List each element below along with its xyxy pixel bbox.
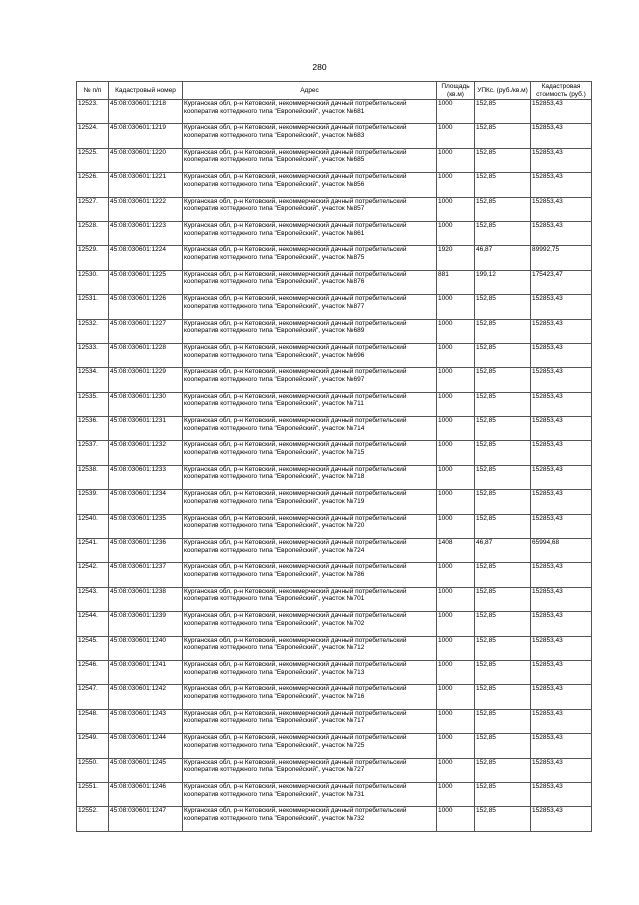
cell-area: 1000: [437, 124, 475, 148]
table-row: [77, 295, 592, 319]
cell-area: 1000: [437, 295, 475, 319]
cell-cadastral-number: 45:08:030601:1240: [109, 636, 183, 660]
cell-address: Курганская обл, р-н Кетовский, некоммерческий дачный потребительский кооператив коттеджного типа "Европейский", участок №717: [183, 709, 437, 733]
table-row: [77, 782, 592, 806]
header-address: Адрес: [183, 82, 437, 100]
cell-num: 12525.: [77, 148, 109, 172]
cell-num: 12543.: [77, 587, 109, 611]
cell-cadastral-number: 45:08:030601:1227: [109, 319, 183, 343]
table-row: [77, 368, 592, 392]
cell-address: Курганская обл, р-н Кетовский, некоммерческий дачный потребительский кооператив коттеджного типа "Европейский", участок №786: [183, 563, 437, 587]
cell-cadastral-cost: 152853,43: [531, 441, 592, 465]
cell-area: 1000: [437, 417, 475, 441]
cell-area: 1000: [437, 100, 475, 124]
cell-cadastral-cost: 152853,43: [531, 734, 592, 758]
cell-upks: 152,85: [475, 685, 531, 709]
table-row: [77, 319, 592, 343]
cell-cadastral-number: 45:08:030601:1243: [109, 709, 183, 733]
table-row: [77, 758, 592, 782]
cell-cadastral-number: 45:08:030601:1247: [109, 807, 183, 831]
cell-num: 12534.: [77, 368, 109, 392]
cell-address: Курганская обл, р-н Кетовский, некоммерческий дачный потребительский кооператив коттеджного типа "Европейский", участок №720: [183, 514, 437, 538]
cell-area: 1000: [437, 490, 475, 514]
cell-address: Курганская обл, р-н Кетовский, некоммерческий дачный потребительский кооператив коттеджного типа "Европейский", участок №861: [183, 221, 437, 245]
cell-cadastral-number: 45:08:030601:1233: [109, 465, 183, 489]
cell-cadastral-cost: 152853,43: [531, 782, 592, 806]
cell-area: 1000: [437, 221, 475, 245]
page-number: 280: [312, 62, 327, 72]
cell-area: 1000: [437, 636, 475, 660]
cell-cadastral-number: 45:08:030601:1238: [109, 587, 183, 611]
cell-upks: 152,85: [475, 514, 531, 538]
cell-num: 12537.: [77, 441, 109, 465]
cell-cadastral-cost: 152853,43: [531, 319, 592, 343]
cell-upks: 152,85: [475, 636, 531, 660]
header-cadastral-number: Кадастровый номер: [109, 82, 183, 100]
cell-num: 12540.: [77, 514, 109, 538]
table-row: [77, 270, 592, 294]
cell-num: 12547.: [77, 685, 109, 709]
cell-address: Курганская обл, р-н Кетовский, некоммерческий дачный потребительский кооператив коттеджного типа "Европейский", участок №685: [183, 148, 437, 172]
cell-num: 12546.: [77, 660, 109, 684]
cell-address: Курганская обл, р-н Кетовский, некоммерческий дачный потребительский кооператив коттеджного типа "Европейский", участок №725: [183, 734, 437, 758]
cell-cadastral-cost: 152853,43: [531, 612, 592, 636]
cell-cadastral-number: 45:08:030601:1226: [109, 295, 183, 319]
cell-area: 1000: [437, 368, 475, 392]
cell-cadastral-cost: 65994,68: [531, 539, 592, 563]
cell-area: 1000: [437, 148, 475, 172]
cell-area: 1000: [437, 465, 475, 489]
table-row: [77, 343, 592, 367]
cell-area: 1000: [437, 709, 475, 733]
table-row: [77, 660, 592, 684]
cell-address: Курганская обл, р-н Кетовский, некоммерческий дачный потребительский кооператив коттеджного типа "Европейский", участок №875: [183, 246, 437, 270]
cell-num: 12551.: [77, 782, 109, 806]
table-row: [77, 709, 592, 733]
cell-area: 1000: [437, 173, 475, 197]
cell-area: 1000: [437, 782, 475, 806]
cell-cadastral-cost: 152853,43: [531, 392, 592, 416]
cell-num: 12552.: [77, 807, 109, 831]
header-area: Площадь (кв.м): [437, 82, 475, 100]
cell-upks: 152,85: [475, 197, 531, 221]
table-row: [77, 465, 592, 489]
table-row: [77, 197, 592, 221]
cell-num: 12523.: [77, 100, 109, 124]
cell-area: 1000: [437, 685, 475, 709]
cell-num: 12533.: [77, 343, 109, 367]
cell-upks: 152,85: [475, 392, 531, 416]
cell-cadastral-number: 45:08:030601:1230: [109, 392, 183, 416]
table-row: [77, 514, 592, 538]
cell-area: 1000: [437, 563, 475, 587]
table-row: [77, 246, 592, 270]
cell-cadastral-cost: 152853,43: [531, 417, 592, 441]
cell-cadastral-cost: 89992,75: [531, 246, 592, 270]
cell-cadastral-cost: 152853,43: [531, 587, 592, 611]
cell-num: 12536.: [77, 417, 109, 441]
cell-upks: 152,85: [475, 221, 531, 245]
cell-upks: 152,85: [475, 148, 531, 172]
cell-address: Курганская обл, р-н Кетовский, некоммерческий дачный потребительский кооператив коттеджного типа "Европейский", участок №681: [183, 100, 437, 124]
cell-address: Курганская обл, р-н Кетовский, некоммерческий дачный потребительский кооператив коттеджного типа "Европейский", участок №713: [183, 660, 437, 684]
cell-cadastral-number: 45:08:030601:1219: [109, 124, 183, 148]
cell-cadastral-cost: 152853,43: [531, 807, 592, 831]
table-row: [77, 490, 592, 514]
cell-num: 12549.: [77, 734, 109, 758]
cell-address: Курганская обл, р-н Кетовский, некоммерческий дачный потребительский кооператив коттеджного типа "Европейский", участок №716: [183, 685, 437, 709]
table-row: [77, 734, 592, 758]
cell-num: 12548.: [77, 709, 109, 733]
cell-upks: 46,87: [475, 539, 531, 563]
cell-area: 1000: [437, 319, 475, 343]
cell-cadastral-number: 45:08:030601:1225: [109, 270, 183, 294]
table-row: [77, 417, 592, 441]
cell-num: 12542.: [77, 563, 109, 587]
cell-cadastral-cost: 152853,43: [531, 221, 592, 245]
cadastral-table: [76, 81, 592, 832]
cell-cadastral-cost: 152853,43: [531, 685, 592, 709]
cell-num: 12538.: [77, 465, 109, 489]
cell-cadastral-number: 45:08:030601:1239: [109, 612, 183, 636]
cell-cadastral-number: 45:08:030601:1244: [109, 734, 183, 758]
cell-num: 12530.: [77, 270, 109, 294]
table-body: [77, 100, 592, 832]
cell-cadastral-number: 45:08:030601:1229: [109, 368, 183, 392]
cell-cadastral-number: 45:08:030601:1242: [109, 685, 183, 709]
table-row: [77, 563, 592, 587]
table-row: [77, 124, 592, 148]
cell-address: Курганская обл, р-н Кетовский, некоммерческий дачный потребительский кооператив коттеджного типа "Европейский", участок №718: [183, 465, 437, 489]
cell-area: 1000: [437, 758, 475, 782]
cell-area: 1000: [437, 660, 475, 684]
table-header-row: [77, 82, 592, 100]
cell-address: Курганская обл, р-н Кетовский, некоммерческий дачный потребительский кооператив коттеджного типа "Европейский", участок №683: [183, 124, 437, 148]
cell-num: 12539.: [77, 490, 109, 514]
cell-num: 12550.: [77, 758, 109, 782]
table-row: [77, 148, 592, 172]
cell-cadastral-cost: 152853,43: [531, 173, 592, 197]
cell-num: 12527.: [77, 197, 109, 221]
cell-upks: 152,85: [475, 124, 531, 148]
cell-num: 12531.: [77, 295, 109, 319]
cell-num: 12545.: [77, 636, 109, 660]
cell-upks: 152,85: [475, 660, 531, 684]
cell-cadastral-cost: 152853,43: [531, 465, 592, 489]
cell-upks: 152,85: [475, 734, 531, 758]
cell-cadastral-cost: 175423,47: [531, 270, 592, 294]
table-row: [77, 173, 592, 197]
cell-cadastral-cost: 152853,43: [531, 636, 592, 660]
cell-cadastral-cost: 152853,43: [531, 343, 592, 367]
cell-cadastral-cost: 152853,43: [531, 709, 592, 733]
cell-cadastral-number: 45:08:030601:1221: [109, 173, 183, 197]
cell-cadastral-cost: 152853,43: [531, 368, 592, 392]
cell-cadastral-number: 45:08:030601:1245: [109, 758, 183, 782]
cell-area: 1000: [437, 514, 475, 538]
cell-area: 881: [437, 270, 475, 294]
cell-address: Курганская обл, р-н Кетовский, некоммерческий дачный потребительский кооператив коттеджного типа "Европейский", участок №711: [183, 392, 437, 416]
cell-upks: 46,87: [475, 246, 531, 270]
cell-cadastral-cost: 152853,43: [531, 514, 592, 538]
cell-num: 12544.: [77, 612, 109, 636]
cell-cadastral-cost: 152853,43: [531, 758, 592, 782]
cell-area: 1000: [437, 441, 475, 465]
cell-area: 1000: [437, 612, 475, 636]
cell-upks: 152,85: [475, 441, 531, 465]
cell-address: Курганская обл, р-н Кетовский, некоммерческий дачный потребительский кооператив коттеджного типа "Европейский", участок №731: [183, 782, 437, 806]
cell-cadastral-number: 45:08:030601:1234: [109, 490, 183, 514]
cell-num: 12524.: [77, 124, 109, 148]
cell-address: Курганская обл, р-н Кетовский, некоммерческий дачный потребительский кооператив коттеджного типа "Европейский", участок №701: [183, 587, 437, 611]
cell-cadastral-cost: 152853,43: [531, 148, 592, 172]
cell-upks: 152,85: [475, 612, 531, 636]
table-row: [77, 636, 592, 660]
cell-upks: 199,12: [475, 270, 531, 294]
cell-area: 1000: [437, 197, 475, 221]
cell-cadastral-number: 45:08:030601:1235: [109, 514, 183, 538]
cell-cadastral-cost: 152853,43: [531, 295, 592, 319]
cell-cadastral-number: 45:08:030601:1232: [109, 441, 183, 465]
table-row: [77, 100, 592, 124]
cell-cadastral-number: 45:08:030601:1224: [109, 246, 183, 270]
table-row: [77, 539, 592, 563]
table-row: [77, 612, 592, 636]
cell-cadastral-number: 45:08:030601:1237: [109, 563, 183, 587]
table-row: [77, 221, 592, 245]
table-row: [77, 685, 592, 709]
cell-address: Курганская обл, р-н Кетовский, некоммерческий дачный потребительский кооператив коттеджного типа "Европейский", участок №712: [183, 636, 437, 660]
cell-address: Курганская обл, р-н Кетовский, некоммерческий дачный потребительский кооператив коттеджного типа "Европейский", участок №702: [183, 612, 437, 636]
cell-area: 1000: [437, 392, 475, 416]
cell-upks: 152,85: [475, 782, 531, 806]
table-row: [77, 807, 592, 831]
cell-address: Курганская обл, р-н Кетовский, некоммерческий дачный потребительский кооператив коттеджного типа "Европейский", участок №697: [183, 368, 437, 392]
cell-upks: 152,85: [475, 465, 531, 489]
cell-cadastral-number: 45:08:030601:1246: [109, 782, 183, 806]
cell-address: Курганская обл, р-н Кетовский, некоммерческий дачный потребительский кооператив коттеджного типа "Европейский", участок №714: [183, 417, 437, 441]
cell-upks: 152,85: [475, 319, 531, 343]
cell-address: Курганская обл, р-н Кетовский, некоммерческий дачный потребительский кооператив коттеджного типа "Европейский", участок №876: [183, 270, 437, 294]
cell-cadastral-number: 45:08:030601:1220: [109, 148, 183, 172]
cell-area: 1000: [437, 343, 475, 367]
cell-address: Курганская обл, р-н Кетовский, некоммерческий дачный потребительский кооператив коттеджного типа "Европейский", участок №689: [183, 319, 437, 343]
cell-address: Курганская обл, р-н Кетовский, некоммерческий дачный потребительский кооператив коттеджного типа "Европейский", участок №732: [183, 807, 437, 831]
cell-num: 12526.: [77, 173, 109, 197]
cell-area: 1920: [437, 246, 475, 270]
cell-cadastral-number: 45:08:030601:1223: [109, 221, 183, 245]
cell-cadastral-number: 45:08:030601:1231: [109, 417, 183, 441]
cell-address: Курганская обл, р-н Кетовский, некоммерческий дачный потребительский кооператив коттеджного типа "Европейский", участок №727: [183, 758, 437, 782]
cell-upks: 152,85: [475, 709, 531, 733]
cell-num: 12535.: [77, 392, 109, 416]
cell-cadastral-number: 45:08:030601:1236: [109, 539, 183, 563]
cell-upks: 152,85: [475, 758, 531, 782]
header-num: № п/п: [77, 82, 109, 100]
cell-address: Курганская обл, р-н Кетовский, некоммерческий дачный потребительский кооператив коттеджного типа "Европейский", участок №696: [183, 343, 437, 367]
header-upks: УПКс. (руб./кв.м): [475, 82, 531, 100]
cell-cadastral-number: 45:08:030601:1241: [109, 660, 183, 684]
cell-upks: 152,85: [475, 343, 531, 367]
cell-address: Курганская обл, р-н Кетовский, некоммерческий дачный потребительский кооператив коттеджного типа "Европейский", участок №724: [183, 539, 437, 563]
cell-area: 1408: [437, 539, 475, 563]
cell-num: 12529.: [77, 246, 109, 270]
cell-address: Курганская обл, р-н Кетовский, некоммерческий дачный потребительский кооператив коттеджного типа "Европейский", участок №719: [183, 490, 437, 514]
cell-cadastral-number: 45:08:030601:1228: [109, 343, 183, 367]
cell-address: Курганская обл, р-н Кетовский, некоммерческий дачный потребительский кооператив коттеджного типа "Европейский", участок №856: [183, 173, 437, 197]
cell-upks: 152,85: [475, 563, 531, 587]
cell-cadastral-cost: 152853,43: [531, 100, 592, 124]
table-row: [77, 392, 592, 416]
cell-cadastral-cost: 152853,43: [531, 490, 592, 514]
cell-upks: 152,85: [475, 173, 531, 197]
cell-upks: 152,85: [475, 295, 531, 319]
cell-cadastral-cost: 152853,43: [531, 563, 592, 587]
cell-cadastral-number: 45:08:030601:1218: [109, 100, 183, 124]
cell-area: 1000: [437, 734, 475, 758]
cell-cadastral-number: 45:08:030601:1222: [109, 197, 183, 221]
cell-address: Курганская обл, р-н Кетовский, некоммерческий дачный потребительский кооператив коттеджного типа "Европейский", участок №857: [183, 197, 437, 221]
cell-cadastral-cost: 152853,43: [531, 197, 592, 221]
cell-cadastral-cost: 152853,43: [531, 660, 592, 684]
cell-upks: 152,85: [475, 417, 531, 441]
cell-cadastral-cost: 152853,43: [531, 124, 592, 148]
header-cadastral-cost: Кадастровая стоимость (руб.): [531, 82, 592, 100]
cell-address: Курганская обл, р-н Кетовский, некоммерческий дачный потребительский кооператив коттеджного типа "Европейский", участок №877: [183, 295, 437, 319]
cell-upks: 152,85: [475, 100, 531, 124]
cell-area: 1000: [437, 587, 475, 611]
table-row: [77, 587, 592, 611]
table-row: [77, 441, 592, 465]
cell-num: 12532.: [77, 319, 109, 343]
cell-num: 12541.: [77, 539, 109, 563]
cell-address: Курганская обл, р-н Кетовский, некоммерческий дачный потребительский кооператив коттеджного типа "Европейский", участок №715: [183, 441, 437, 465]
cell-num: 12528.: [77, 221, 109, 245]
cell-upks: 152,85: [475, 368, 531, 392]
cell-upks: 152,85: [475, 587, 531, 611]
cell-upks: 152,85: [475, 807, 531, 831]
cell-area: 1000: [437, 807, 475, 831]
cell-upks: 152,85: [475, 490, 531, 514]
